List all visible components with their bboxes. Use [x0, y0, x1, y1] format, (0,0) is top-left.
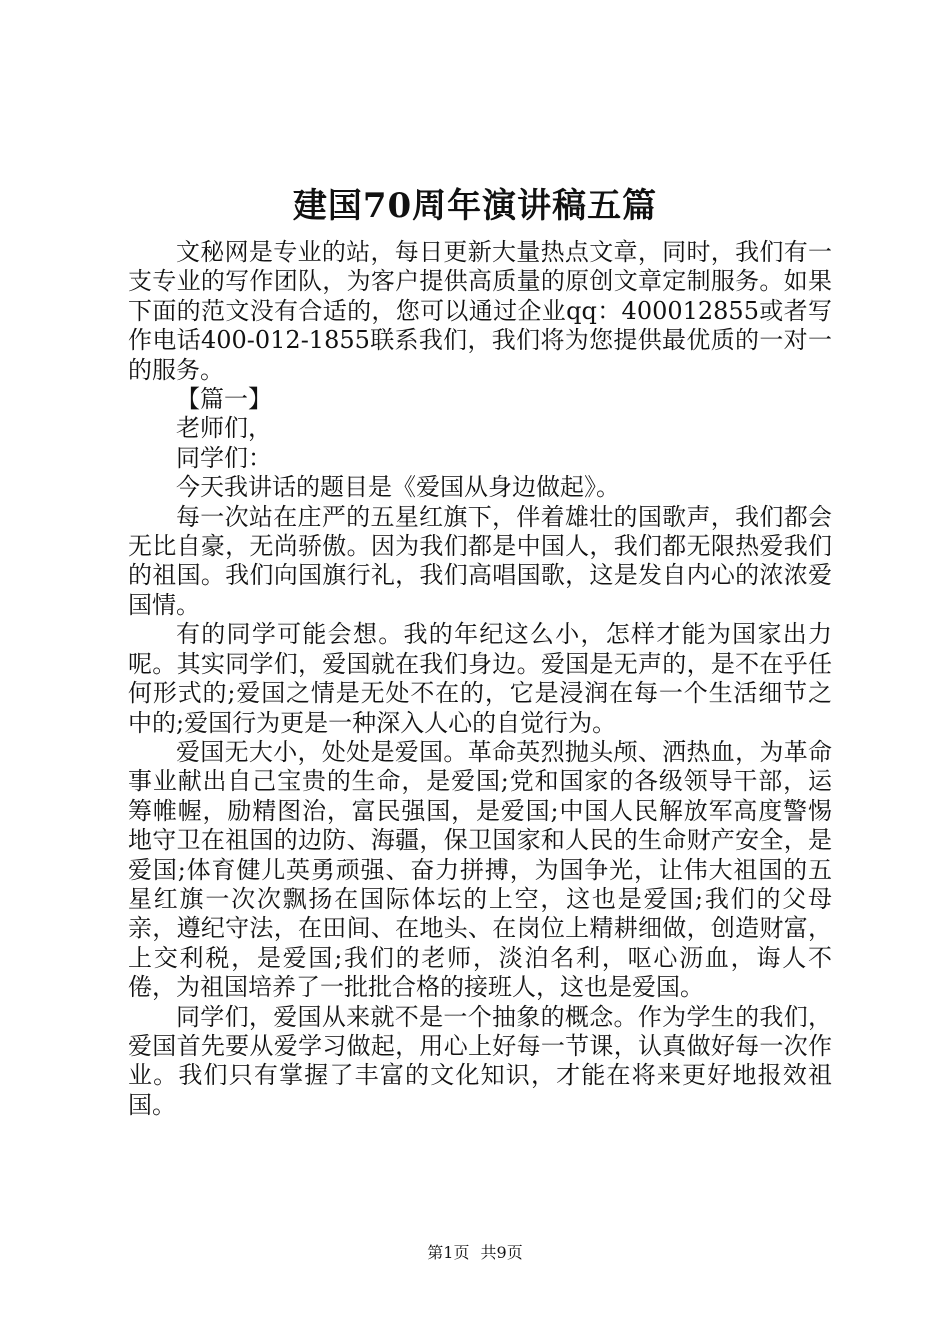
body-paragraph: 爱国无大小，处处是爱国。革命英烈抛头颅、洒热血，为革命事业献出自己宝贵的生命，是爱国;党和国家的各级领导干部，运筹帷幄，励精图治，富民强国，是爱国;中国人民解放军高度警惕地守卫在祖国的边防、海疆，保卫国家和人民的生命财产安全，是爱国;体育健儿英勇顽强、奋力拼搏，为国争光，让伟大祖国的五星红旗一次次飘扬在国际体坛的上空，这也是爱国;我们的父母亲，遵纪守法，在田间、在地头、在岗位上精耕细做，创造财富，上交利税，是爱国;我们的老师，淡泊名利，呕心沥血，诲人不倦，为祖国培养了一批批合格的接班人，这也是爱国。 [128, 737, 832, 1002]
body-paragraph: 有的同学可能会想。我的年纪这么小，怎样才能为国家出力呢。其实同学们，爱国就在我们身边。爱国是无声的，是不在乎任何形式的;爱国之情是无处不在的，它是浸润在每一个生活细节之中的;爱国行为更是一种深入人心的自觉行为。 [128, 620, 832, 737]
body-paragraph: 每一次站在庄严的五星红旗下，伴着雄壮的国歌声，我们都会无比自豪，无尚骄傲。因为我们都是中国人，我们都无限热爱我们的祖国。我们向国旗行礼，我们高唱国歌，这是发自内心的浓浓爱国情。 [128, 502, 832, 619]
salutation-teachers: 老师们， [176, 414, 272, 443]
document-title: 建国70周年演讲稿五篇 [292, 186, 658, 226]
salutation-students: 同学们： [176, 443, 272, 472]
page-footer [0, 1243, 950, 1263]
document-body [128, 238, 832, 1120]
page-number: 第1页 [427, 1243, 470, 1262]
body-paragraph: 同学们，爱国从来就不是一个抽象的概念。作为学生的我们，爱国首先要从爱学习做起，用心上好每一节课，认真做好每一次作业。我们只有掌握了丰富的文化知识，才能在将来更好地报效祖国。 [128, 1002, 832, 1119]
intro-paragraph: 文秘网是专业的站，每日更新大量热点文章，同时，我们有一支专业的写作团队，为客户提供高质量的原创文章定制服务。如果下面的范文没有合适的，您可以通过企业qq：400012855或者写作电话400-012-1855联系我们，我们将为您提供最优质的一对一的服务。 [128, 238, 832, 384]
section-heading: 【篇一】 [176, 385, 272, 414]
speech-topic: 今天我讲话的题目是《爱国从身边做起》。 [176, 473, 620, 502]
page-total: 共9页 [480, 1243, 523, 1262]
